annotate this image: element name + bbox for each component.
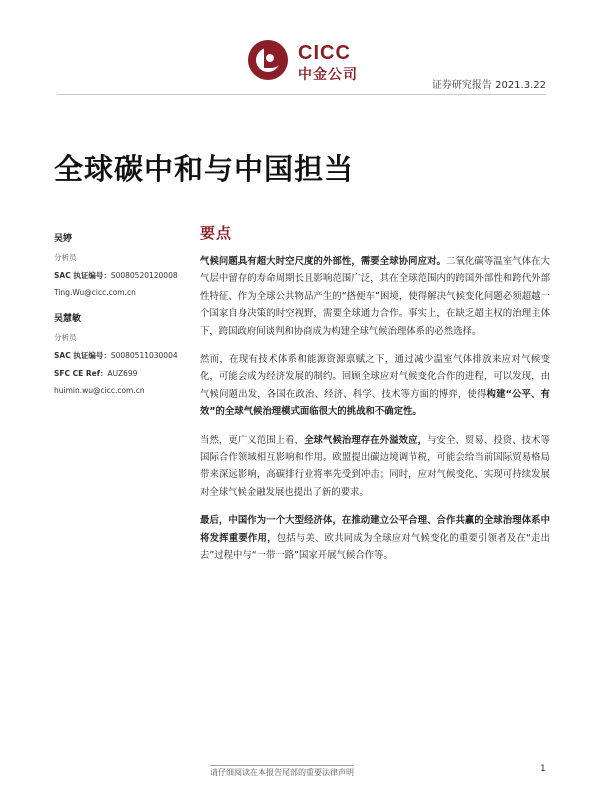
paragraph-text: 二氧化碳等温室气体在大气层中留存的寿命周期长且影响范围广泛，其在全球范围内的跨国外部性和跨代外部性特征、作为全球公共物品产生的“搭便车”困境，使得解决气候变化问题必须超越一个国家自身决策的时空视野，需要全球通力合作。事实上，在缺乏超主权的治理主体下，跨国政府间谈判和协商成为构建全球气候治理体系的必然选择。 [200,256,550,337]
section-heading: 要点 [200,224,233,242]
author-email[interactable]: huimin.wu@cicc.com.cn [54,386,145,395]
header-divider [57,94,546,95]
author-card [54,311,194,395]
author-email[interactable]: Ting.Wu@cicc.com.cn [54,288,136,297]
summary-section [200,222,550,576]
summary-paragraph [200,351,550,421]
logo-english-name: CICC [298,42,351,64]
author-name: 吴慧敏 [54,314,82,324]
sfc-value: AUZ699 [107,369,138,378]
author-card [54,231,194,297]
paragraph-text: 包括与美、欧共同成为全球应对气候变化的重要引领者及在“走出去”过程中与“一带一路”国家开展气候合作等。 [200,532,550,562]
page-number: 1 [540,764,546,774]
logo-chinese-name: 中金公司 [298,67,358,83]
bold-lead: 最后，中国作为一个大型经济体，在推动建立公平合理、合作共赢的全球治理体系中将发挥重要作用， [200,515,550,544]
summary-paragraph [200,512,550,564]
cicc-logo-icon [248,40,288,80]
summary-paragraph [200,253,550,340]
paragraph-text: 然而，在现有技术体系和能源资源禀赋之下，通过减少温室气体排放来应对气候变化，可能会成为经济发展的制约。回顾全球应对气候变化合作的进程，可以发现，由气候问题出发，各国在政治、经济、科学、技术等方面的博弈，使得 [200,354,550,400]
author-role: 分析员 [54,333,77,342]
author-sidebar [54,231,194,409]
report-type-date: 证券研究报告 2021.3.22 [431,80,546,91]
author-name: 吴婷 [54,234,73,244]
report-title: 全球碳中和与中国担当 [54,152,355,186]
sac-label: SAC 执证编号： [54,271,111,280]
sac-value: S0080511030004 [110,351,178,360]
paragraph-text: 与安全、贸易、投资、技术等国际合作领域相互影响和作用。欧盟提出碳边境调节税，可能会给当前国际贸易格局带来深远影响，高碳排行业将率先受到冲击；同时，应对气候变化、实现可持续发展对全球气候金融发展也提出了新的要求。 [200,434,550,498]
summary-paragraph [200,432,550,502]
author-role: 分析员 [54,253,77,262]
sfc-label: SFC CE Ref： [54,369,108,378]
bold-conclusion: 构建“公平、有效”的全球气候治理模式面临很大的挑战和不确定性。 [200,388,550,418]
author-sfc-ref [54,368,194,379]
author-sac-number [54,350,194,361]
paragraph-text: 当然，更广义范围上看， [200,434,305,446]
sac-label: SAC 执证编号： [54,351,111,360]
legal-disclaimer-link[interactable]: 请仔细阅读在本报告尾部的重要法律声明 [210,765,354,778]
bold-lead: 气候问题具有超大时空尺度的外部性，需要全球协同应对。 [200,256,446,267]
sac-value: S0080520120008 [110,271,178,280]
bold-phrase: 全球气候治理存在外溢效应， [304,434,428,446]
author-sac-number [54,270,194,281]
